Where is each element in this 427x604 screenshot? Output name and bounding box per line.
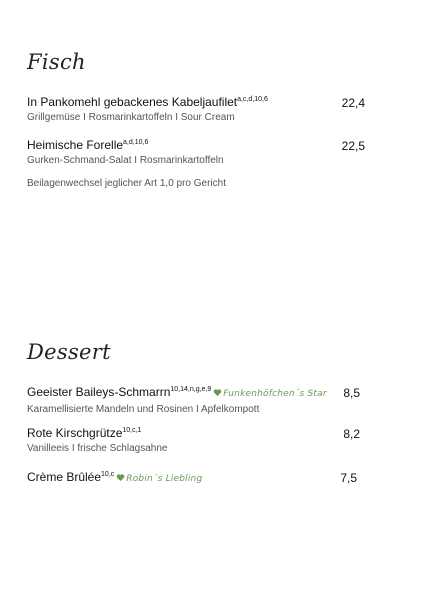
item-price: 8,2	[343, 427, 360, 441]
allergen-codes: a,c,d,10,6	[237, 96, 268, 103]
menu-item-baileys-schmarrn	[27, 385, 367, 416]
item-tag: Robin´s Liebling	[126, 474, 203, 484]
item-title: Rote Kirschgrütze	[27, 426, 123, 440]
item-price: 22,4	[341, 96, 365, 110]
item-price: 8,5	[343, 386, 360, 400]
item-description: Vanilleeis I frische Schlagsahne	[27, 443, 168, 454]
item-name	[27, 95, 367, 109]
item-title: Geeister Baileys-Schmarrn	[27, 385, 171, 399]
item-title: In Pankomehl gebackenes Kabeljaufilet	[27, 95, 238, 109]
item-name	[27, 426, 367, 440]
allergen-codes: 10,14,n,g,e,9	[170, 386, 212, 393]
allergen-codes: 10,c	[101, 471, 115, 478]
item-description: Karamellisierte Mandeln und Rosinen I Apfelkompott	[27, 404, 260, 415]
item-price: 7,5	[340, 471, 357, 485]
menu-item-kabeljaufilet	[27, 95, 367, 124]
item-name	[27, 385, 367, 401]
side-dish-note: Beilagenwechsel jeglicher Art 1,0 pro Gericht	[27, 178, 226, 189]
allergen-codes: a,d,10,6	[123, 139, 149, 146]
item-tag: Funkenhöfchen´s Star	[223, 389, 327, 399]
menu-item-forelle	[27, 138, 367, 167]
item-title: Crème Brûlée	[27, 470, 102, 484]
item-description: Gurken-Schmand-Salat I Rosmarinkartoffeln	[27, 155, 224, 166]
item-title: Heimische Forelle	[27, 138, 124, 152]
item-description: Grillgemüse I Rosmarinkartoffeln I Sour Cream	[27, 112, 235, 123]
heart-icon	[116, 473, 125, 482]
item-price: 22,5	[341, 139, 365, 153]
allergen-codes: 10,c,1	[122, 427, 142, 434]
section-title-dessert: Dessert	[27, 340, 111, 364]
heart-icon	[213, 388, 222, 397]
item-name	[27, 138, 367, 152]
menu-item-kirschgruetze	[27, 426, 367, 455]
section-title-fisch: Fisch	[27, 50, 86, 74]
